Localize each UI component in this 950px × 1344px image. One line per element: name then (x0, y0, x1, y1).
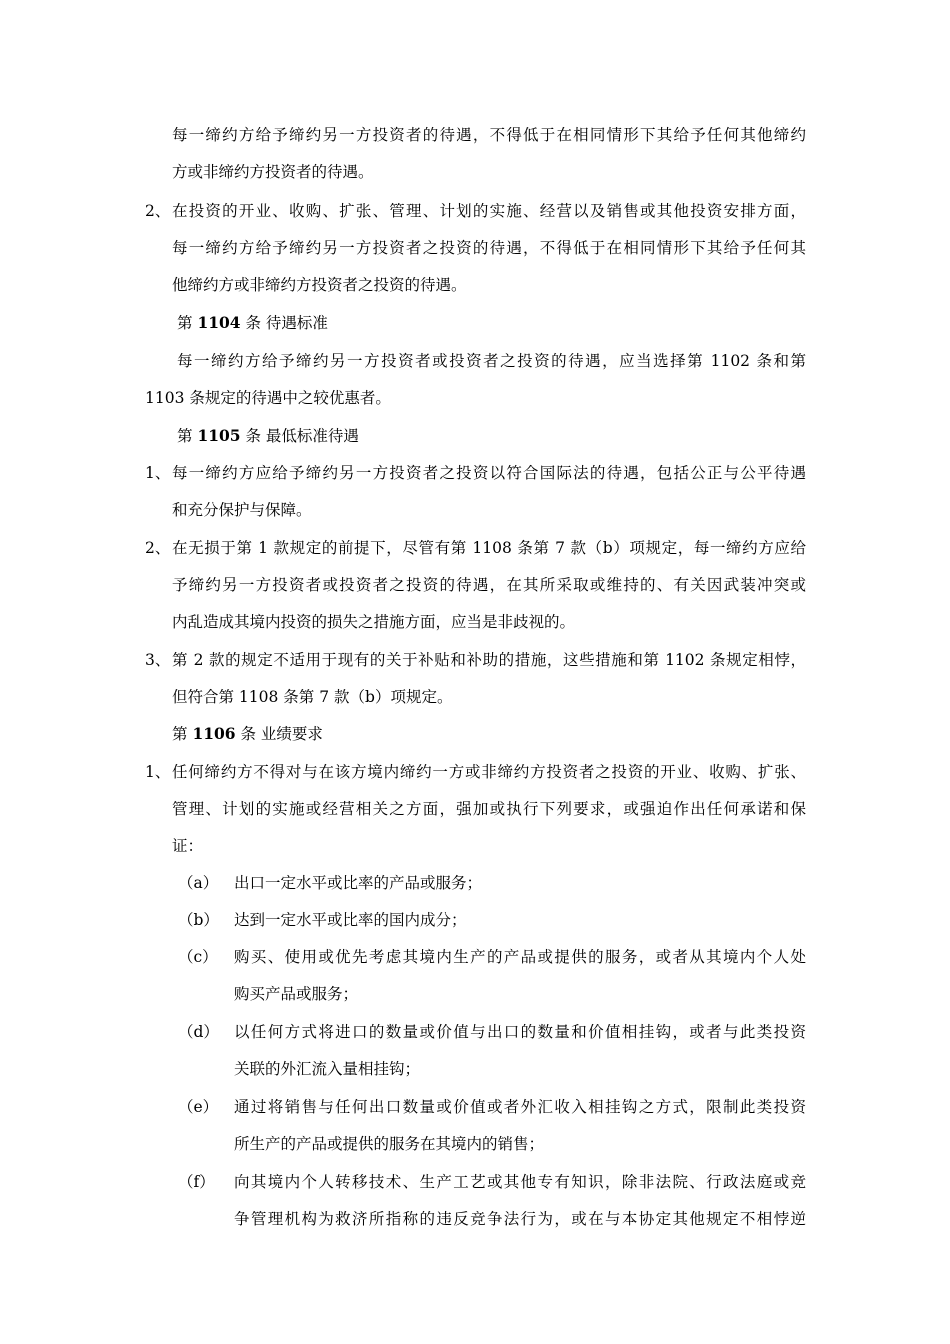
body-line: 第 2 款的规定不适用于现有的关于补贴和补助的措施，这些措施和第 1102 条规定相悖， (172, 651, 806, 669)
body-line: 管理、计划的实施或经营相关之方面，强加或执行下列要求，或强迫作出任何承诺和保 (172, 800, 806, 818)
body-line: 但符合第 1108 条第 7 款（b）项规定。 (172, 688, 453, 706)
article-heading-1105: 第 1105 条 最低标准待遇 (177, 426, 359, 445)
body-line: 证： (172, 837, 204, 855)
body-line: 内乱造成其境内投资的损失之措施方面，应当是非歧视的。 (172, 613, 576, 631)
item-number: 2、 (145, 202, 171, 220)
body-line: 每一缔约方给予缔约另一方投资者的待遇，不得低于在相同情形下其给予任何其他缔约 (172, 126, 806, 144)
subitem-label: （e） (178, 1098, 219, 1116)
body-line: 每一缔约方给予缔约另一方投资者或投资者之投资的待遇，应当选择第 1102 条和第 (177, 352, 806, 370)
body-line: 关联的外汇流入量相挂钩； (234, 1060, 421, 1078)
body-line: 在无损于第 1 款规定的前提下，尽管有第 1108 条第 7 款（b）项规定，每一缔约方应给 (172, 539, 806, 557)
body-line: 方或非缔约方投资者的待遇。 (172, 163, 374, 181)
body-line: 所生产的产品或提供的服务在其境内的销售； (234, 1135, 545, 1153)
item-number: 1、 (145, 464, 171, 482)
item-number: 2、 (145, 539, 171, 557)
body-line: 1103 条规定的待遇中之较优惠者。 (145, 389, 391, 407)
body-line: 出口一定水平或比率的产品或服务； (234, 874, 483, 892)
subitem-label: （f） (178, 1173, 215, 1191)
body-line: 达到一定水平或比率的国内成分； (234, 911, 467, 929)
body-line: 每一缔约方应给予缔约另一方投资者之投资以符合国际法的待遇，包括公正与公平待遇 (172, 464, 806, 482)
item-number: 1、 (145, 763, 171, 781)
body-line: 予缔约另一方投资者或投资者之投资的待遇，在其所采取或维持的、有关因武装冲突或 (172, 576, 806, 594)
subitem-label: （a） (178, 874, 219, 892)
body-line: 任何缔约方不得对与在该方境内缔约一方或非缔约方投资者之投资的开业、收购、扩张、 (172, 763, 806, 781)
body-line: 每一缔约方给予缔约另一方投资者之投资的待遇，不得低于在相同情形下其给予任何其 (172, 239, 806, 257)
body-line: 以任何方式将进口的数量或价值与出口的数量和价值相挂钩，或者与此类投资 (234, 1023, 806, 1041)
article-heading-1106: 第 1106 条 业绩要求 (172, 724, 323, 743)
body-line: 和充分保护与保障。 (172, 501, 312, 519)
body-line: 购买产品或服务； (234, 985, 359, 1003)
body-line: 向其境内个人转移技术、生产工艺或其他专有知识，除非法院、行政法庭或竞 (234, 1173, 806, 1191)
body-line: 购买、使用或优先考虑其境内生产的产品或提供的服务，或者从其境内个人处 (234, 948, 806, 966)
item-number: 3、 (145, 651, 171, 669)
subitem-label: （d） (178, 1023, 219, 1041)
subitem-label: （b） (178, 911, 219, 929)
article-heading-1104: 第 1104 条 待遇标准 (177, 313, 328, 332)
body-line: 通过将销售与任何出口数量或价值或者外汇收入相挂钩之方式，限制此类投资 (234, 1098, 806, 1116)
body-line: 在投资的开业、收购、扩张、管理、计划的实施、经营以及销售或其他投资安排方面， (172, 202, 806, 220)
subitem-label: （c） (178, 948, 218, 966)
body-line: 争管理机构为救济所指称的违反竞争法行为，或在与本协定其他规定不相悖逆 (234, 1210, 806, 1228)
body-line: 他缔约方或非缔约方投资者之投资的待遇。 (172, 276, 467, 294)
